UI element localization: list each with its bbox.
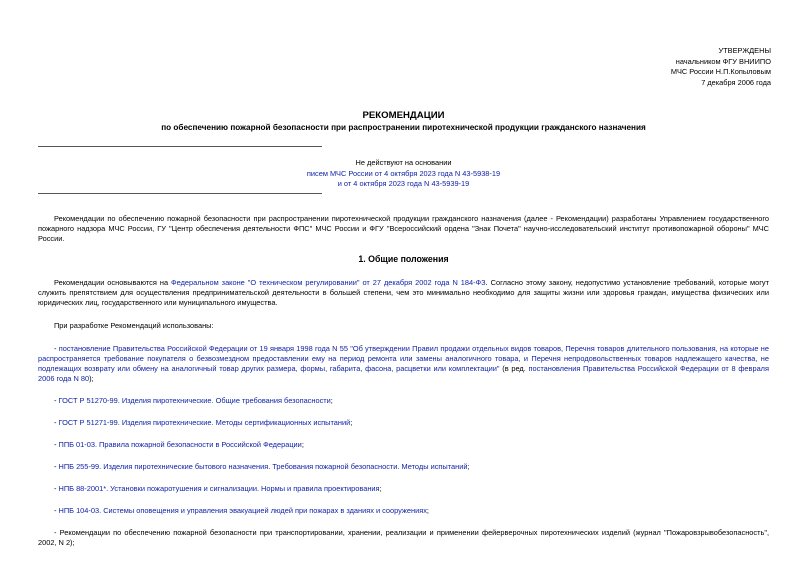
list-text: ; [330, 396, 333, 405]
list-item [38, 396, 769, 406]
list-item [38, 344, 769, 384]
notice-link-1[interactable]: писем МЧС России от 4 октября 2023 года N 43-5938-19 [306, 168, 501, 178]
list-bullet: - [54, 484, 59, 493]
npb-255-link[interactable]: НПБ 255-99. Изделия пиротехнические бытового назначения. Требования пожарной безопасности. Методы испытаний [58, 462, 468, 471]
divider-top [38, 146, 322, 147]
list-text: ; [301, 440, 304, 449]
notice-line: Не действуют на основании [355, 158, 452, 167]
paragraph-text: . Согласно этому закону, недопустимо установление требований, которые могут служить препятствием для осуществления предпринимательской деятельности в большей степени, чем это минимально необходимо для защиты жизни или здоровья граждан, имущества физических или юридических лиц, государственного или муниципального имущества. [38, 278, 770, 307]
list-text: ); [89, 374, 94, 383]
list-bullet: - [54, 506, 59, 515]
list-bullet: - [54, 344, 59, 353]
paragraph-basis [38, 278, 769, 308]
section-heading: 1. Общие положения [358, 254, 449, 264]
decree-link[interactable]: постановление Правительства Российской Федерации от 19 января 1998 года N 55 "Об утверждении Правил продажи отдельных видов товаров, Перечня товаров длительного пользования, на которые не распространяется требование покупателя о безвозмездном предоставлении ему на период ремонта или замены аналогичного товара, и Перечня непродовольственных товаров надлежащего качества, не подлежащих возврату или обмену на аналогичный товар других размера, формы, габарита, фасона, расцветки или комплектации" [38, 344, 769, 373]
gost-51271-link[interactable]: ГОСТ Р 51271-99. Изделия пиротехнические. Методы сертификационных испытаний [58, 418, 351, 427]
title-main: РЕКОМЕНДАЦИИ [362, 110, 445, 121]
list-item [38, 418, 769, 428]
notice-link-2[interactable]: и от 4 октября 2023 года N 43-5939-19 [337, 179, 470, 188]
approval-line: МЧС России Н.П.Копыловым [670, 67, 771, 76]
decree-amendment-link[interactable]: постановления Правительства Российской Федерации от 8 февраля 2006 года N 80 [38, 364, 769, 383]
list-bullet: - [54, 418, 59, 427]
approval-line: УТВЕРЖДЕНЫ [718, 46, 771, 55]
list-item [38, 462, 769, 472]
approval-line: начальником ФГУ ВНИИПО [675, 56, 771, 66]
list-bullet: - [54, 396, 59, 405]
list-text: ; [379, 484, 382, 493]
list-item [38, 528, 769, 548]
title-sub: по обеспечению пожарной безопасности при распространении пиротехнической продукции гражданского назначения [161, 123, 646, 132]
approval-date: 7 декабря 2006 года [701, 77, 771, 87]
ppb-link[interactable]: ППБ 01-03. Правила пожарной безопасности в Российской Федерации [58, 440, 302, 449]
npb-88-link[interactable]: НПБ 88-2001*. Установки пожаротушения и сигнализации. Нормы и правила проектирования [58, 484, 380, 493]
paragraph-sources-intro: При разработке Рекомендаций использованы: [54, 321, 214, 330]
law-link[interactable]: Федеральном законе "О техническом регулировании" от 27 декабря 2002 года N 184-ФЗ [171, 278, 486, 287]
gost-51270-link[interactable]: ГОСТ Р 51270-99. Изделия пиротехнические. Общие требования безопасности [58, 396, 331, 405]
list-text: Рекомендации по обеспечению пожарной безопасности при транспортировании, хранении, реализации и применении фейерверочных пиротехнических изделий (журнал "Пожаровзрывобезопасность", 2002, N 2); [38, 528, 770, 547]
list-bullet: - [54, 528, 60, 537]
list-bullet: - [54, 440, 59, 449]
divider-bottom [38, 193, 322, 194]
list-text: ; [350, 418, 353, 427]
list-item [38, 484, 769, 494]
list-text: ; [426, 506, 429, 515]
list-item [38, 440, 769, 450]
list-item [38, 506, 769, 516]
intro-paragraph: Рекомендации по обеспечению пожарной безопасности при распространении пиротехнической продукции гражданского назначения (далее - Рекомендации) разработаны Управлением государственного пожарного надзора МЧС России, ГУ "Центр обеспечения деятельности ФПС" МЧС России и ФГУ "Всероссийский ордена "Знак Почета" научно-исследовательский институт противопожарной обороны" МЧС России. [38, 214, 769, 243]
list-bullet: - [54, 462, 59, 471]
status-notice [0, 158, 807, 190]
paragraph-text: Рекомендации основываются на [54, 278, 172, 287]
npb-104-link[interactable]: НПБ 104-03. Системы оповещения и управления эвакуацией людей при пожарах в зданиях и сооружениях [58, 506, 427, 515]
approval-block [671, 46, 771, 88]
document-body [38, 214, 769, 560]
document-title [0, 110, 807, 134]
list-text: (в ред. [499, 364, 529, 373]
list-text: ; [467, 462, 470, 471]
